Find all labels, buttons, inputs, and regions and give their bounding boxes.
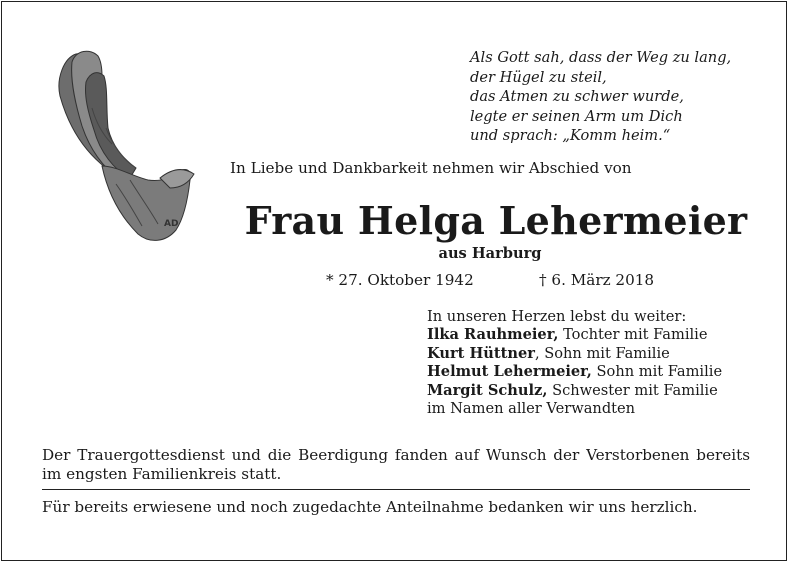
death-date: † 6. März 2018 — [539, 271, 655, 289]
survivor-name: Helmut Lehermeier, — [427, 363, 592, 381]
poem-line: das Atmen zu schwer wurde, — [470, 88, 684, 106]
survivor-relation: Schwester mit Familie — [552, 381, 718, 399]
survivor-entry — [427, 363, 722, 381]
farewell-intro: In Liebe und Dankbarkeit nehmen wir Abschied von — [230, 159, 632, 177]
survivors-heading: In unseren Herzen lebst du weiter: — [427, 308, 687, 325]
deceased-name: Frau Helga Lehermeier — [244, 198, 748, 243]
obituary-notice — [1, 1, 787, 561]
deceased-origin: aus Harburg — [438, 245, 542, 262]
survivor-relation: , Sohn mit Familie — [534, 344, 670, 362]
survivor-name: Ilka Rauhmeier, — [427, 326, 559, 344]
survivor-entry — [427, 382, 722, 400]
survivors-closing: im Namen aller Verwandten — [427, 400, 636, 418]
service-note: Der Trauergottesdienst und die Beerdigung fanden auf Wunsch der Verstorbenen bereits im engsten Familienkreis statt. — [42, 446, 750, 484]
survivor-relation: Tochter mit Familie — [563, 326, 708, 344]
poem-line: Als Gott sah, dass der Weg zu lang, — [470, 49, 732, 66]
poem — [470, 48, 770, 146]
divider — [42, 489, 750, 490]
survivor-name: Margit Schulz, — [427, 381, 548, 399]
thanks-note: Für bereits erwiesene und noch zugedachte Anteilnahme bedanken wir uns herzlich. — [42, 498, 698, 516]
survivor-entry — [427, 326, 722, 344]
svg-text:AD: AD — [164, 219, 179, 229]
poem-line: und sprach: „Komm heim.“ — [470, 127, 671, 145]
birth-date: * 27. Oktober 1942 — [326, 271, 474, 289]
survivor-relation: Sohn mit Familie — [596, 363, 723, 381]
poem-line: der Hügel zu steil, — [470, 68, 607, 86]
poem-line: legte er seinen Arm um Dich — [470, 107, 683, 125]
survivors-list — [427, 308, 722, 418]
survivor-entry — [427, 345, 722, 363]
survivor-name: Kurt Hüttner — [427, 344, 535, 362]
